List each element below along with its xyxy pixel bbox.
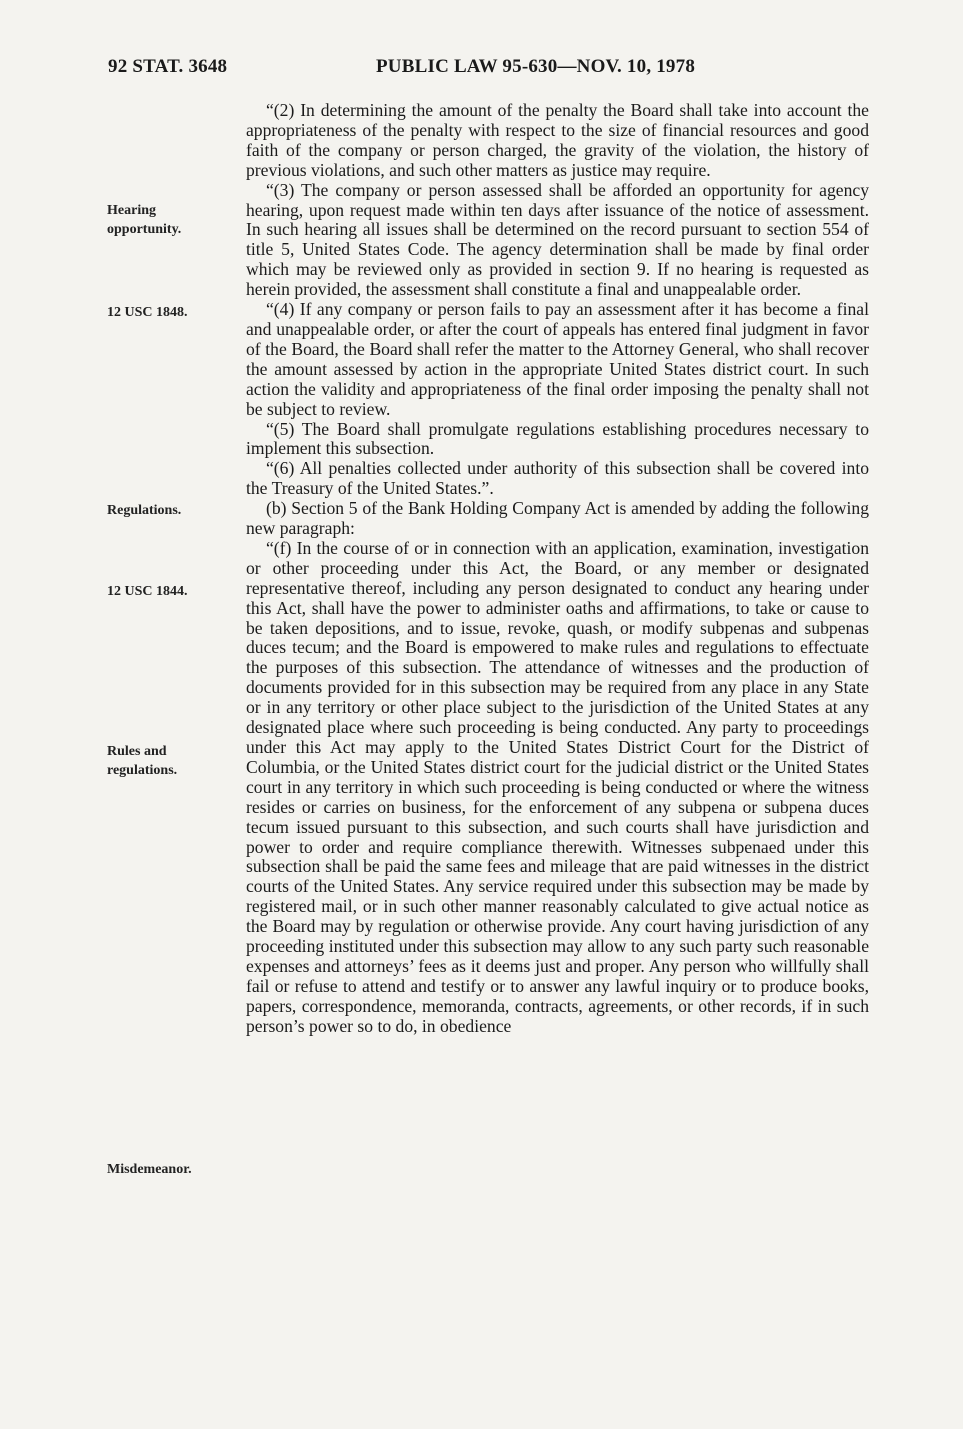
paragraph-penalty-amount: “(2) In determining the amount of the penalty the Board shall take into account the appropriateness of the penalty with respect to the size of financial resources and good faith of the company or person charged, the gravity of the violation, the history of previous violations, and such other matters as justice may require. <box>246 100 869 180</box>
paragraph-section-5-amendment: (b) Section 5 of the Bank Holding Company Act is amended by adding the following new paragraph: <box>246 498 869 539</box>
margin-note-hearing-opportunity: Hearing opportunity. <box>107 203 182 237</box>
margin-note-usc-1848: 12 USC 1848. <box>107 305 188 320</box>
margin-note-rules-and-regulations: Rules and regulations. <box>107 744 178 778</box>
margin-note-misdemeanor: Misdemeanor. <box>107 1162 192 1177</box>
statute-page-number: 92 STAT. 3648 <box>108 56 228 77</box>
margin-note-usc-1844: 12 USC 1844. <box>107 584 188 599</box>
margin-note-regulations: Regulations. <box>107 503 182 518</box>
paragraph-assessment-collection: “(4) If any company or person fails to pay an assessment after it has become a final and unappealable order, or after the court of appeals has entered final judgment in favor of the Board, the Board shall refer the matter to the Attorney General, who shall recover the amount assessed by action in the appropriate United States district court. In such action the validity and appropriateness of the final order imposing the penalty shall not be subject to review. <box>246 299 869 419</box>
public-law-title: PUBLIC LAW 95-630—NOV. 10, 1978 <box>376 56 696 77</box>
paragraph-regulations: “(5) The Board shall promulgate regulations establishing procedures necessary to implement this subsection. <box>246 418 869 459</box>
paragraph-hearing: “(3) The company or person assessed shall be afforded an opportunity for agency hearing, upon request made within ten days after issuance of the notice of assessment. In such hearing all issues shall be determined on the record pursuant to section 554 of title 5, United States Code. The agency determination shall be made by final order which may be reviewed only as provided in section 9. If no hearing is requested as herein provided, the assessment shall constitute a final and unappealable order. <box>246 179 869 300</box>
paragraph-subpena-powers: “(f) In the course of or in connection with an application, examination, investigation or other proceeding under this Act, the Board, or any member or designated representative thereof, including any person designated to conduct any hearing under this Act, shall have the power to administer oaths and affirmations, to take or cause to be taken depositions, and to issue, revoke, quash, or modify subpenas and subpenas duces tecum; and the Board is empowered to make rules and regulations to effectuate the purposes of this subsection. The attendance of witnesses and the production of documents provided for in this subsection may be required from any place in any State or in any territory or other place subject to the jurisdiction of the United States at any designated place where such proceeding is being conducted. Any party to proceedings under this Act may apply to the United States District Court for the District of Columbia, or the United States district court for the judicial district or the United States court in any territory in which such proceeding is being conducted or where the witness resides or carries on business, for the enforcement of any subpena or subpena duces tecum issued pursuant to this subsection, and such courts shall have jurisdiction and power to order and require compliance therewith. Witnesses subpenaed under this subsection shall be paid the same fees and mileage that are paid witnesses in the district courts of the United States. Any service required under this subsection may be made by registered mail, or in such other manner reasonably calculated to give actual notice as the Board may by regulation or otherwise provide. Any court having jurisdiction of any proceeding instituted under this subsection may allow to any such party such reasonable expenses and attorneys’ fees as it deems just and proper. Any person who willfully shall fail or refuse to attend and testify or to answer any lawful inquiry or to produce books, papers, correspondence, memoranda, contracts, agreements, or other records, if in such person’s power so to do, in obedience <box>246 537 869 1036</box>
paragraph-penalties-treasury: “(6) All penalties collected under authority of this subsection shall be covered into the Treasury of the United States.”. <box>246 458 869 499</box>
statute-body-text <box>246 101 869 1037</box>
